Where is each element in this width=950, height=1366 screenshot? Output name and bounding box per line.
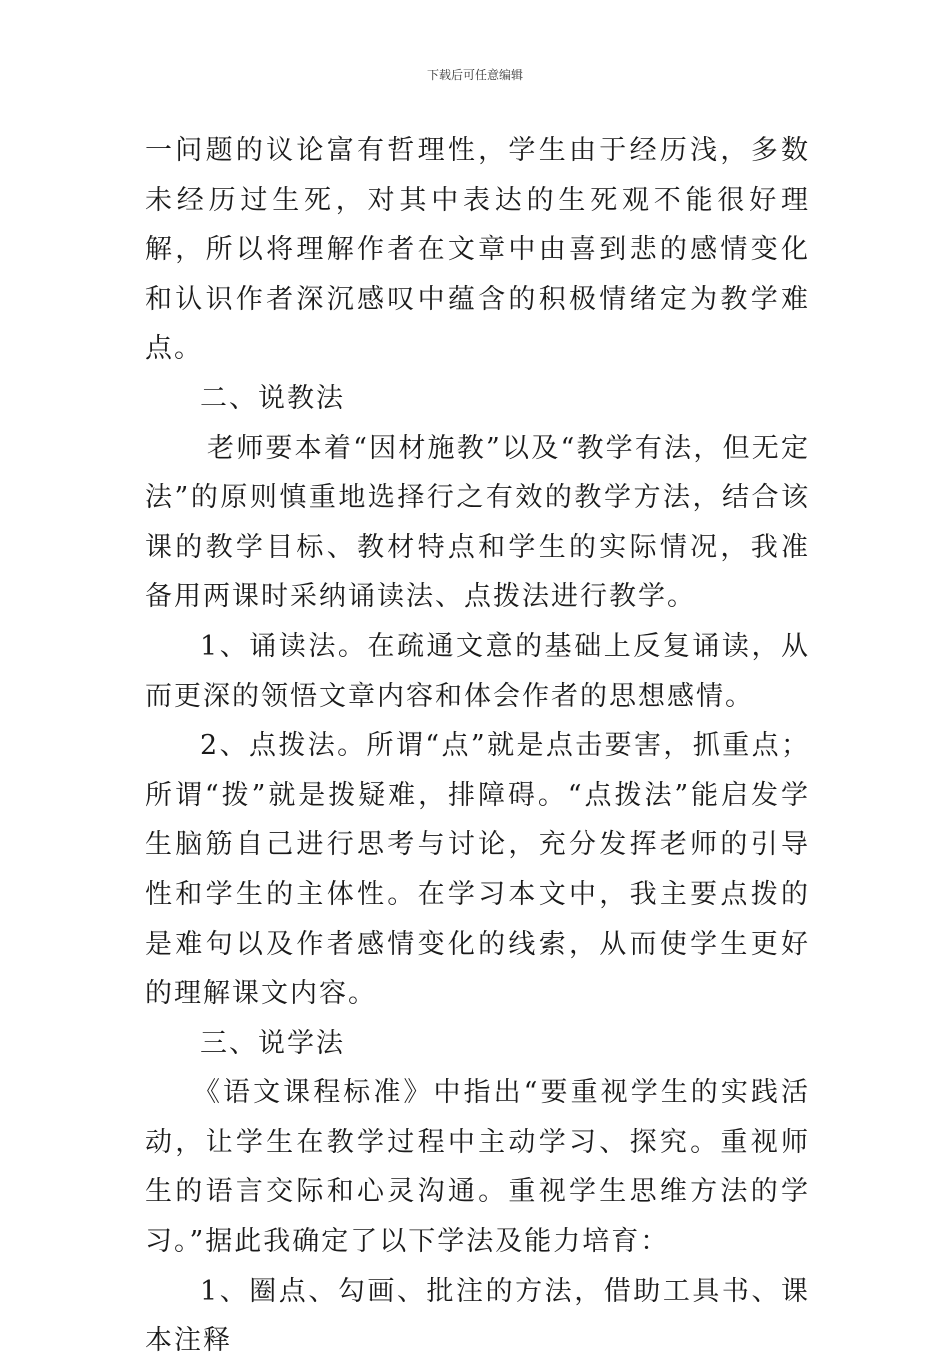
paragraph-guidance-method: 2、点拨法。所谓“点”就是点击要害，抓重点；所谓“拨”就是拨疑难，排障碍。“点拨法”能启发学生脑筋自己进行思考与讨论，充分发挥老师的引导性和学生的主体性。在学习本文中，我主要点拨的是难句以及作者感情变化的线索，从而使学生更好的理解课文内容。	[145, 730, 810, 1010]
paragraph-annotation-method: 1、圈点、勾画、批注的方法，借助工具书、课本注释	[145, 1275, 810, 1357]
header-note: 下载后可任意编辑	[426, 68, 523, 82]
document-body	[145, 126, 810, 1366]
paragraph-teaching-principle: 老师要本着“因材施教”以及“教学有法，但无定法”的原则慎重地选择行之有效的教学方法，结合该课的教学目标、教材特点和学生的实际情况，我准备用两课时采纳诵读法、点拨法进行教学。	[145, 432, 810, 613]
paragraph-continuation: 一问题的议论富有哲理性，学生由于经历浅，多数未经历过生死，对其中表达的生死观不能很好理解，所以将理解作者在文章中由喜到悲的感情变化和认识作者深沉感叹中蕴含的积极情绪定为教学难点。	[145, 135, 810, 365]
section-heading-learning-method: 三、说学法	[200, 1027, 345, 1059]
section-heading-teaching-method: 二、说教法	[200, 382, 345, 414]
paragraph-curriculum-standard: 《语文课程标准》中指出“要重视学生的实践活动，让学生在教学过程中主动学习、探究。重视师生的语言交际和心灵沟通。重视学生思维方法的学习。”据此我确定了以下学法及能力培育：	[145, 1077, 810, 1258]
paragraph-recitation-method: 1、诵读法。在疏通文意的基础上反复诵读，从而更深的领悟文章内容和体会作者的思想感情。	[145, 630, 810, 712]
